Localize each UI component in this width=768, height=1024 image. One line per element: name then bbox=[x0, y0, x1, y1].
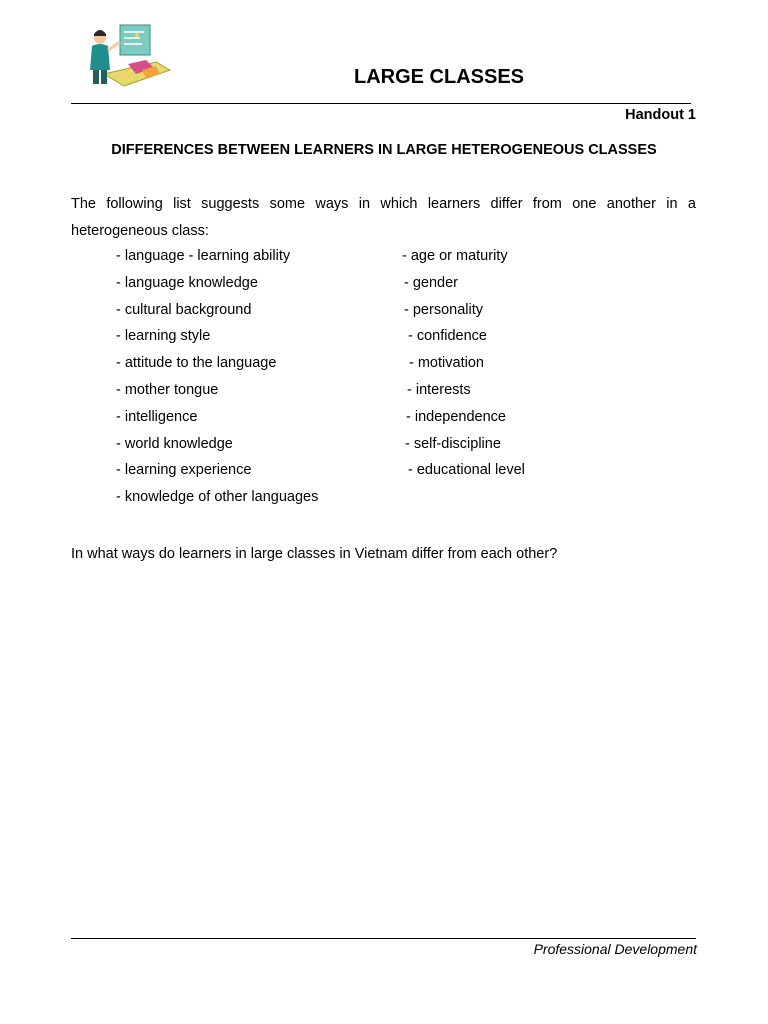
list-item: - attitude to the language bbox=[116, 355, 277, 372]
intro-paragraph: The following list suggests some ways in which learners differ from one another in a heterogeneous class: bbox=[71, 196, 696, 239]
list-item: - gender bbox=[404, 274, 459, 291]
section-heading: DIFFERENCES BETWEEN LEARNERS IN LARGE HETEROGENEOUS CLASSES bbox=[111, 142, 657, 158]
list-item: - cultural background bbox=[116, 301, 252, 318]
footer-divider bbox=[71, 938, 696, 939]
list-item: - confidence bbox=[408, 328, 487, 345]
list-item: - motivation bbox=[409, 355, 484, 372]
list-item: - independence bbox=[406, 408, 506, 425]
handout-label: Handout 1 bbox=[625, 107, 696, 123]
differences-list-left bbox=[116, 243, 318, 511]
footer-text: Professional Development bbox=[533, 941, 697, 957]
list-item: - intelligence bbox=[116, 408, 198, 425]
list-item: - personality bbox=[404, 301, 483, 318]
discussion-question: In what ways do learners in large classes in Vietnam differ from each other? bbox=[71, 546, 558, 562]
list-item: - interests bbox=[407, 381, 471, 398]
list-item: - educational level bbox=[408, 462, 525, 479]
list-item: - self-discipline bbox=[405, 435, 501, 452]
list-item: - knowledge of other languages bbox=[116, 489, 319, 506]
differences-list-right bbox=[402, 243, 525, 484]
list-item: - age or maturity bbox=[402, 248, 508, 264]
list-item: - language knowledge bbox=[116, 274, 258, 291]
list-item: - mother tongue bbox=[116, 381, 219, 398]
list-item: - world knowledge bbox=[116, 435, 233, 452]
header-divider bbox=[71, 103, 691, 104]
list-item: - language - learning ability bbox=[116, 248, 291, 264]
list-item: - learning experience bbox=[116, 462, 252, 479]
page-title: LARGE CLASSES bbox=[353, 66, 525, 88]
list-item: - learning style bbox=[116, 328, 211, 345]
